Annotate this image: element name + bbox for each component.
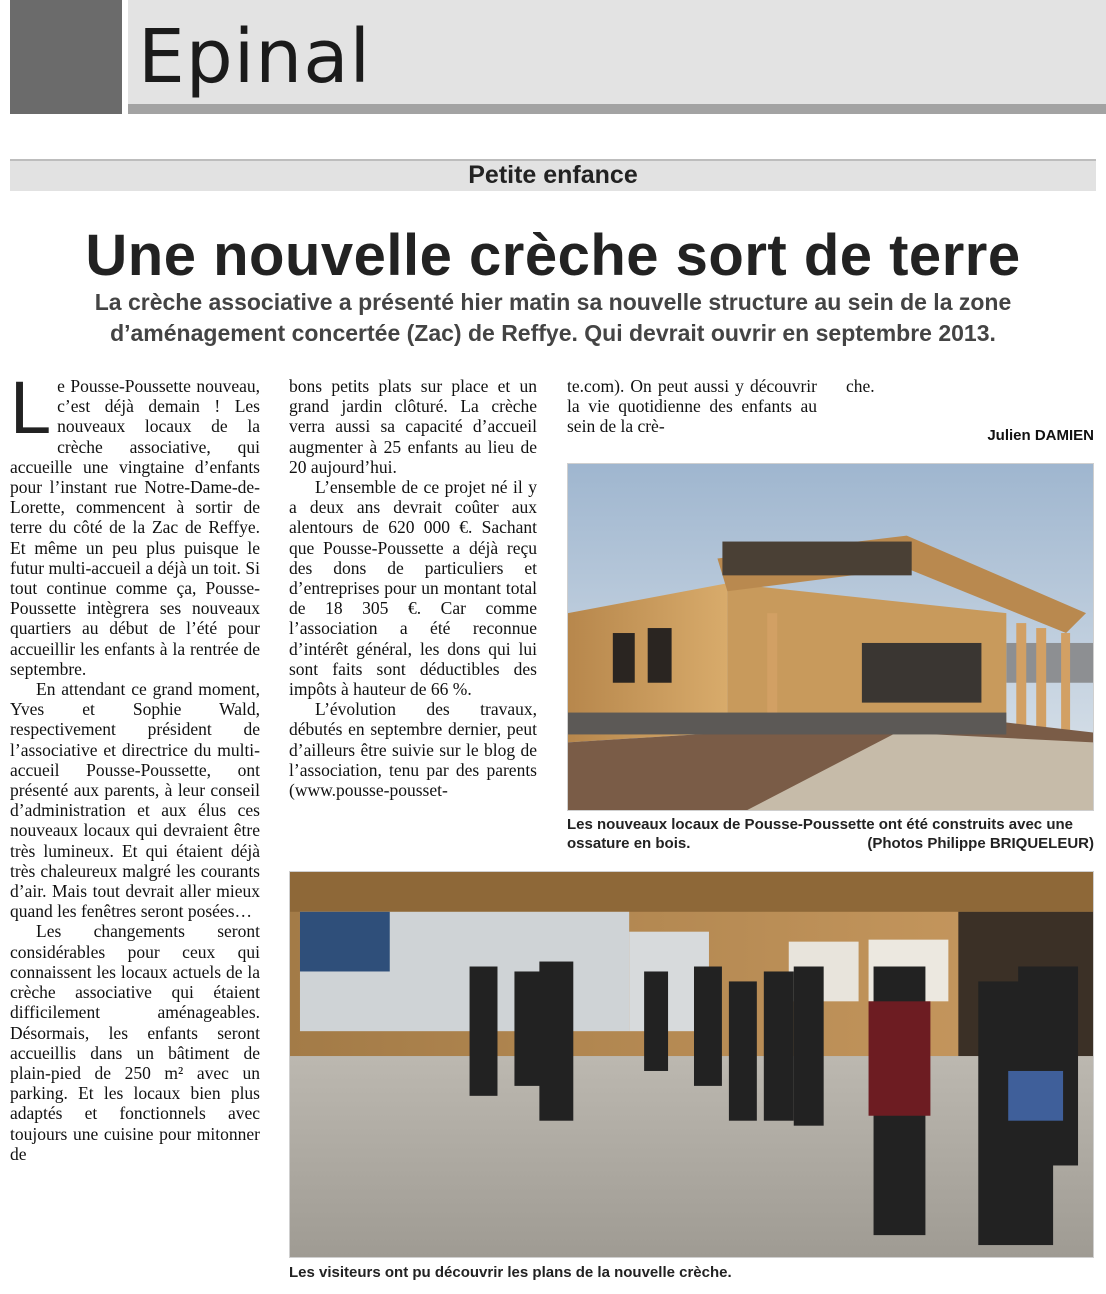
section-header-rule (128, 104, 1106, 114)
article-paragraph: Les changements seront considérables pour ceux qui connaissent les locaux actuels de la crèche associative qui étaient difficilement aménageables. Désormais, les enfants seront accueillis dans un bâtiment de plain-pied de 250 m² avec un parking. Et les locaux bien plus adaptés et fonctionnels avec toujours une cuisine pour mitonner de (10, 921, 260, 1164)
article-paragraph (10, 376, 260, 679)
paragraph-text: e Pousse-Poussette nouveau, c’est déjà demain ! Les nouveaux locaux de la crèche associative, qui accueille une vingtaine d’enfants pour l’instant rue Notre-Dame-de-Lorette, commencent à sortir de terre du côté de la Zac de Reffye. Et même un peu plus puisque le futur multi-accueil a déjà un toit. Si tout continue comme ça, Pousse-Poussette intègrera ses nouveaux quartiers au début de l’été pour accueillir les enfants à la rentrée de septembre. (10, 376, 260, 679)
photo-caption: Les visiteurs ont pu découvrir les plans de la nouvelle crèche. (289, 1264, 732, 1281)
visitors-photo (289, 871, 1094, 1258)
building-photo-image (568, 464, 1093, 810)
section-title: Epinal (138, 14, 372, 100)
photo-caption (567, 815, 1094, 853)
article-headline: Une nouvelle crèche sort de terre (85, 223, 1021, 288)
section-color-block (10, 0, 122, 114)
author-byline: Julien DAMIEN (987, 427, 1094, 444)
caption-text: Les nouveaux locaux de Pousse-Poussette ont été construits avec une ossature en bois. (567, 816, 1073, 852)
article-paragraph: L’évolution des travaux, débutés en septembre dernier, peut d’ailleurs être suivie sur le blog de l’association, tenu par des parents (www.pousse-pousset- (289, 699, 537, 801)
article-paragraph: bons petits plats sur place et un grand jardin clôturé. La crèche verra aussi sa capacité d’accueil augmenter à 25 enfants au lieu de 20 aujourd’hui. (289, 376, 537, 477)
article-paragraph: En attendant ce grand moment, Yves et Sophie Wald, respectivement président de l’associative et directrice du multi-accueil Pousse-Poussette, ont présenté aux parents, à leur conseil d’administration et aux élus ces nouveaux locaux qui devraient être très lumineux. Et qui étaient déjà très chaleureux malgré les courants d’air. Mais tout devrait aller mieux quand les fenêtres seront posées… (10, 679, 260, 922)
rubric-label: Petite enfance (468, 161, 638, 189)
article-paragraph: L’ensemble de ce projet né il y a deux ans devrait coûter aux alentours de 620 000 €. Sachant que Pousse-Poussette a déjà reçu des dons de particuliers et d’entreprises pour un montant total de 18 305 €. Car comme l’association a été reconnue d’intérêt général, les dons qui lui sont faits sont déductibles des impôts à hauteur de 66 %. (289, 477, 537, 700)
building-photo (567, 463, 1094, 811)
article-paragraph: te.com). On peut aussi y découvrir la vie quotidienne des enfants au sein de la crè- (567, 376, 817, 437)
visitors-photo-image (290, 872, 1093, 1257)
article-column-2 (289, 376, 537, 856)
article-column-4 (846, 376, 946, 406)
drop-cap: L (10, 376, 52, 449)
article-column-3 (567, 376, 817, 446)
photo-credit: (Photos Philippe BRIQUELEUR) (867, 835, 1094, 852)
article-column-1 (10, 376, 260, 1286)
article-standfirst: La crèche associative a présenté hier matin sa nouvelle structure au sein de la zone d’aménagement concertée (Zac) de Reffye. Qui devrait ouvrir en septembre 2013. (94, 289, 1012, 346)
article-paragraph: che. (846, 376, 875, 396)
